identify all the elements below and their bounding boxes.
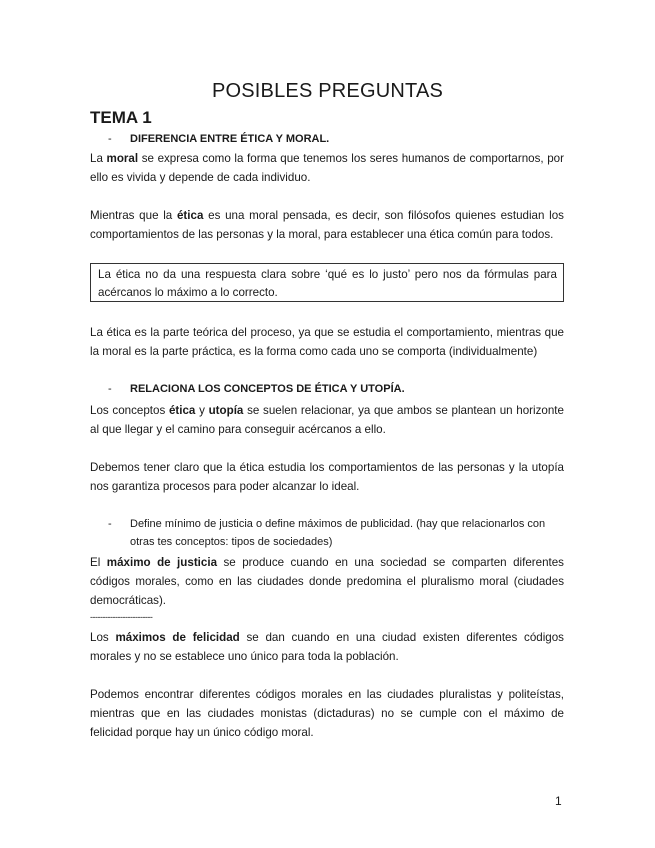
question-heading-1: DIFERENCIA ENTRE ÉTICA Y MORAL. (130, 133, 330, 145)
keyword: máximo de justicia (106, 556, 218, 569)
paragraph: La ética es la parte teórica del proceso, ya que se estudia el comportamiento, mientras que la moral es la parte práctica, es la forma como cada uno se comporta (individualmente) (90, 326, 564, 358)
paragraph: Podemos encontrar diferentes códigos morales en las ciudades pluralistas y politeístas, mientras que en las ciudades monistas (dictaduras) no se cumple con el máximo de felicidad porque hay un único código moral. (90, 688, 564, 739)
bullet-dash: - (108, 133, 112, 145)
text: es una moral pensada, es decir, son filósofos quienes estudian los comportamientos de las personas y la moral, para establecer una ética común para todos. (90, 209, 564, 241)
keyword: moral (106, 152, 139, 165)
text: y (195, 404, 209, 417)
paragraph (90, 149, 564, 187)
question-heading-2: RELACIONA LOS CONCEPTOS DE ÉTICA Y UTOPÍA. (130, 383, 405, 395)
bullet-dash: - (108, 518, 112, 530)
text: Los (90, 631, 116, 644)
keyword: ética (168, 404, 196, 417)
document-title: POSIBLES PREGUNTAS (211, 80, 444, 102)
text: La (90, 152, 107, 165)
paragraph (90, 553, 564, 610)
page-number: 1 (555, 794, 562, 808)
text: El (90, 556, 107, 569)
paragraph (90, 628, 564, 666)
paragraph (90, 206, 564, 244)
bullet-dash: - (108, 383, 112, 395)
paragraph: Debemos tener claro que la ética estudia los comportamientos de las personas y la utopía nos garantiza procesos para poder alcanzar lo ideal. (90, 461, 564, 493)
callout-box: La ética no da una respuesta clara sobre ‘qué es lo justo’ pero nos da fórmulas para acércanos lo máximo a lo correcto. (90, 263, 564, 302)
separator-line: ------------------------- (90, 612, 153, 622)
text: se expresa como la forma que tenemos los seres humanos de comportarnos, por ello es vivida y depende de cada individuo. (90, 152, 564, 184)
paragraph (90, 401, 564, 439)
text: se suelen relacionar, ya que ambos se plantean un horizonte al que llegar y el camino para conseguir acércanos a ello. (90, 404, 564, 436)
text: se produce cuando en una sociedad se comparten diferentes códigos morales, como en las ciudades donde predomina el pluralismo moral (ciudades democráticas). (90, 556, 564, 607)
text: Mientras que la (90, 209, 177, 222)
text: Los conceptos (90, 404, 169, 417)
section-title: TEMA 1 (90, 108, 152, 127)
keyword: máximos de felicidad (115, 631, 240, 644)
question-heading-3: Define mínimo de justicia o define máximos de publicidad. (hay que relacionarlos con otras tes conceptos: tipos de sociedades) (130, 518, 546, 548)
keyword: ética (176, 209, 204, 222)
keyword: utopía (208, 404, 244, 417)
text: se dan cuando en una ciudad existen diferentes códigos morales y no se establece uno único para toda la población. (90, 631, 564, 663)
